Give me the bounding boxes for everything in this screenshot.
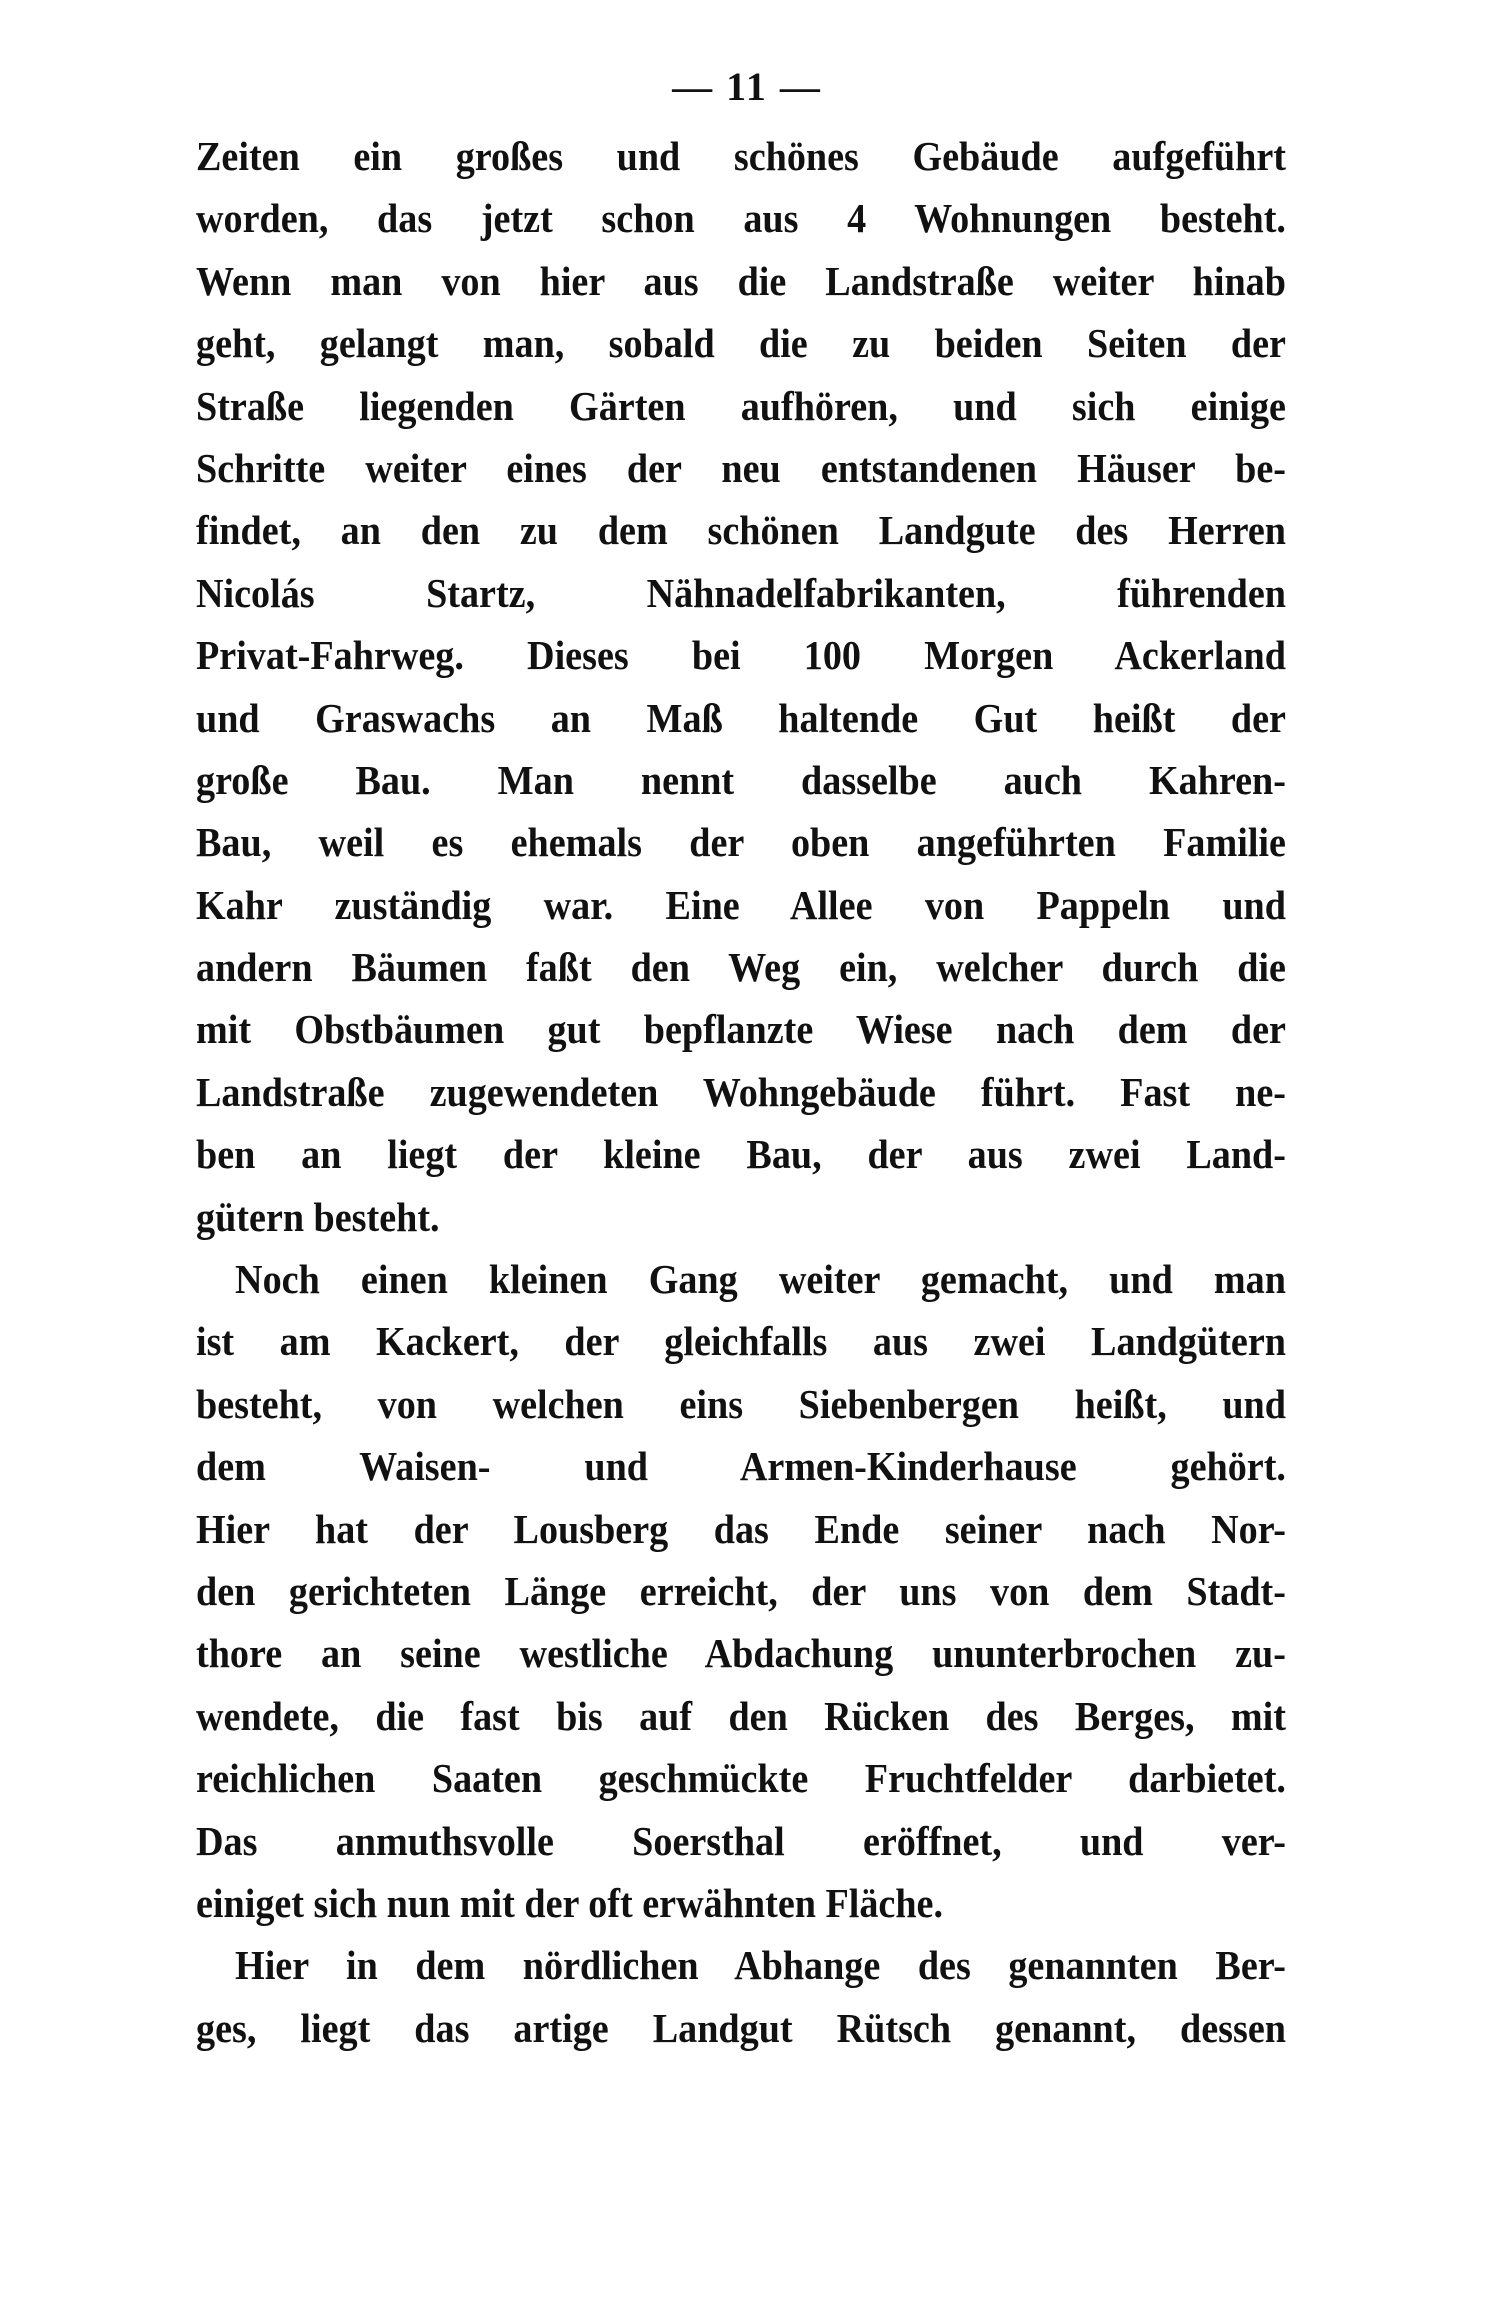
text-line: einiget sich nun mit der oft erwähnten Fläche.	[196, 1879, 944, 1926]
text-line: besteht, von welchen eins Siebenbergen heißt, und	[196, 1380, 1286, 1427]
text-line: den gerichteten Länge erreicht, der uns von dem Stadt-	[196, 1567, 1286, 1614]
text-line: gütern besteht.	[196, 1193, 440, 1240]
text-line: andern Bäumen faßt den Weg ein, welcher durch die	[196, 944, 1286, 991]
text-line: Bau, weil es ehemals der oben angeführten Familie	[196, 819, 1286, 866]
text-line: wendete, die fast bis auf den Rücken des Berges, mit	[196, 1692, 1286, 1739]
text-line: Straße liegenden Gärten aufhören, und sich einige	[196, 382, 1286, 429]
text-line: Das anmuthsvolle Soersthal eröffnet, und ver-	[196, 1817, 1286, 1864]
text-line: große Bau. Man nennt dasselbe auch Kahren-	[196, 756, 1286, 803]
text-line: ist am Kackert, der gleichfalls aus zwei Landgütern	[196, 1318, 1286, 1365]
paragraph-3	[196, 1934, 1286, 2059]
text-line: Schritte weiter eines der neu entstandenen Häuser be-	[196, 444, 1286, 491]
text-line: mit Obstbäumen gut bepflanzte Wiese nach dem der	[196, 1006, 1286, 1053]
text-line: worden, das jetzt schon aus 4 Wohnungen besteht.	[196, 195, 1286, 242]
text-line: Zeiten ein großes und schönes Gebäude aufgeführt	[196, 133, 1286, 179]
text-line: geht, gelangt man, sobald die zu beiden Seiten der	[196, 320, 1286, 367]
text-line: Landstraße zugewendeten Wohngebäude führt. Fast ne-	[196, 1068, 1286, 1115]
text-line: Privat-Fahrweg. Dieses bei 100 Morgen Ackerland	[196, 632, 1286, 679]
text-line: Hier hat der Lousberg das Ende seiner nach Nor-	[196, 1505, 1286, 1552]
paragraph-2	[196, 1248, 1286, 1934]
text-line: Nicolás Startz, Nähnadelfabrikanten, führenden	[196, 569, 1286, 616]
text-line: reichlichen Saaten geschmückte Fruchtfelder darbietet.	[196, 1755, 1286, 1802]
text-line: Kahr zuständig war. Eine Allee von Pappeln und	[196, 881, 1286, 928]
text-line: und Graswachs an Maß haltende Gut heißt der	[196, 694, 1286, 741]
paragraph-1	[196, 125, 1286, 1248]
text-line: ges, liegt das artige Landgut Rütsch genannt, dessen	[196, 2004, 1286, 2051]
text-line: dem Waisen- und Armen-Kinderhause gehört.	[196, 1443, 1286, 1490]
text-line: findet, an den zu dem schönen Landgute des Herren	[196, 507, 1286, 554]
text-line: Noch einen kleinen Gang weiter gemacht, und man	[235, 1256, 1286, 1303]
text-line: ben an liegt der kleine Bau, der aus zwei Land-	[196, 1131, 1286, 1178]
body-text	[196, 125, 1286, 2059]
text-line: thore an seine westliche Abdachung ununterbrochen zu-	[196, 1630, 1286, 1677]
text-line: Wenn man von hier aus die Landstraße weiter hinab	[196, 257, 1286, 304]
text-line: Hier in dem nördlichen Abhange des genannten Ber-	[235, 1942, 1286, 1989]
page-number: — 11 —	[672, 64, 822, 109]
